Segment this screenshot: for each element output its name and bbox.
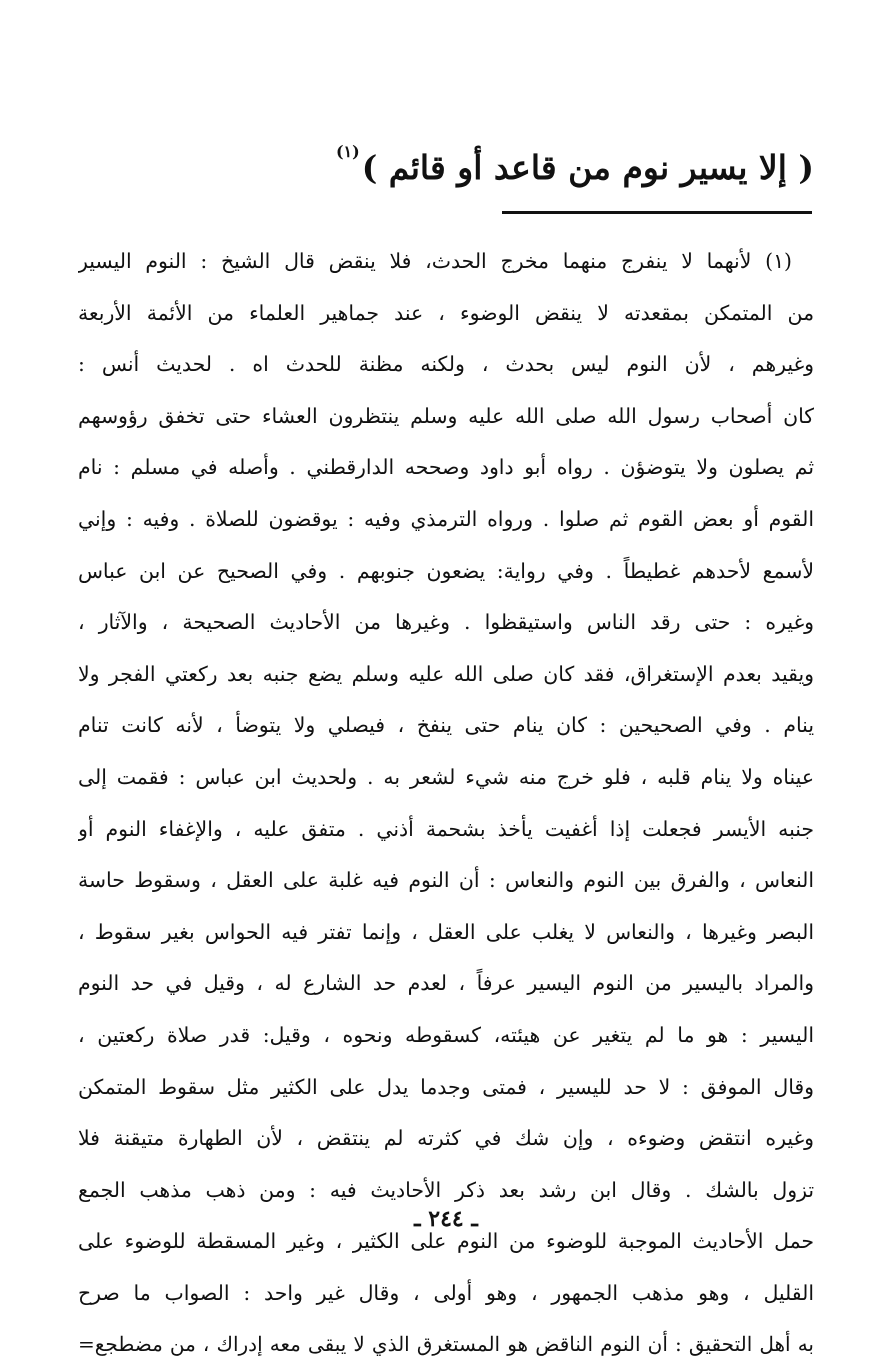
footnote-line: كان أصحاب رسول الله صلى الله عليه وسلم ينتظرون العشاء حتى تخفق رؤوسهم [78,403,814,428]
footnote-line: القليل ، وهو مذهب الجمهور ، وهو أولى ، وقال غير واحد : الصواب ما صرح [78,1280,814,1305]
footnote-line: (١) لأنهما لا ينفرج منهما مخرج الحدث، فلا ينقض قال الشيخ : النوم اليسير [78,249,792,273]
footnote-line: البصر وغيرها ، والنعاس لا يغلب على العقل ، وإنما تفتر فيه الحواس بغير سقوط ، [78,919,814,944]
main-text-heading [336,128,814,192]
footnote-line: والمراد باليسير من النوم اليسير عرفاً ، لعدم حد الشارع له ، وقيل في حد النوم [78,971,814,996]
footnote-line: ثم يصلون ولا يتوضؤن . رواه أبو داود وصححه الدارقطني . وأصله في مسلم : نام [78,455,814,480]
footnote-line: وغيره انتقض وضوءه ، وإن شك في كثرته لم ينتقض ، لأن الطهارة متيقنة فلا [78,1126,814,1151]
footnote-line: عيناه ولا ينام قلبه ، فلو خرج منه شيء لشعر به . ولحديث ابن عباس : فقمت إلى [78,764,814,789]
footnote-line: وغيرهم ، لأن النوم ليس بحدث ، ولكنه مظنة للحدث اه . لحديث أنس : [78,352,814,377]
footnote-line: تزول بالشك . وقال ابن رشد بعد ذكر الأحاديث فيه : ومن ذهب مذهب الجمع [78,1177,814,1202]
footnote-line: اليسير : هو ما لم يتغير عن هيئته، كسقوطه ونحوه ، وقيل: قدر صلاة ركعتين ، [78,1022,814,1047]
footnote-line: النعاس ، والفرق بين النوم والنعاس : أن النوم فيه غلبة على العقل ، وسقوط حاسة [78,868,814,893]
footnote-separator [502,211,812,214]
footnote-line: ينام . وفي الصحيحين : كان ينام حتى ينفخ ، فيصلي ولا يتوضأ ، لأنه كانت تنام [78,713,814,738]
footnote-line: ويقيد بعدم الإستغراق، فقد كان صلى الله عليه وسلم يضع جنبه بعد ركعتي الفجر ولا [78,661,814,686]
footnote-line: وغيره : حتى رقد الناس واستيقظوا . وغيرها من الأحاديث الصحيحة ، والآثار ، [78,610,814,635]
footnote-reference: (١) [335,142,360,161]
page-number: ـ ٢٤٤ ـ [414,1206,478,1232]
footnote-line: جنبه الأيسر فجعلت إذا أغفيت يأخذ بشحمة أذني . متفق عليه ، والإغفاء النوم أو [78,816,814,841]
main-text-body: ( إلا يسير نوم من قاعد أو قائم ) [361,148,814,187]
footnote-line: به أهل التحقيق : أن النوم الناقض هو المستغرق الذي لا يبقى معه إدراك ، من مضطجع= [78,1332,814,1357]
footnote-line: لأسمع لأحدهم غطيطاً . وفي رواية: يضعون جنوبهم . وفي الصحيح عن ابن عباس [78,558,814,583]
footnote-line: من المتمكن بمقعدته لا ينقض الوضوء ، عند جماهير العلماء من الأئمة الأربعة [78,300,814,325]
footnote-line: حمل الأحاديث الموجبة للوضوء من النوم على الكثير ، وغير المسقطة للوضوء على [78,1229,814,1254]
footnote-line: وقال الموفق : لا حد لليسير ، فمتى وجدما يدل على الكثير مثل سقوط المتمكن [78,1074,814,1099]
footnote-line: القوم أو بعض القوم ثم صلوا . ورواه الترمذي وفيه : يوقضون للصلاة . وفيه : وإني [78,506,814,531]
footnote-block [78,236,814,1371]
